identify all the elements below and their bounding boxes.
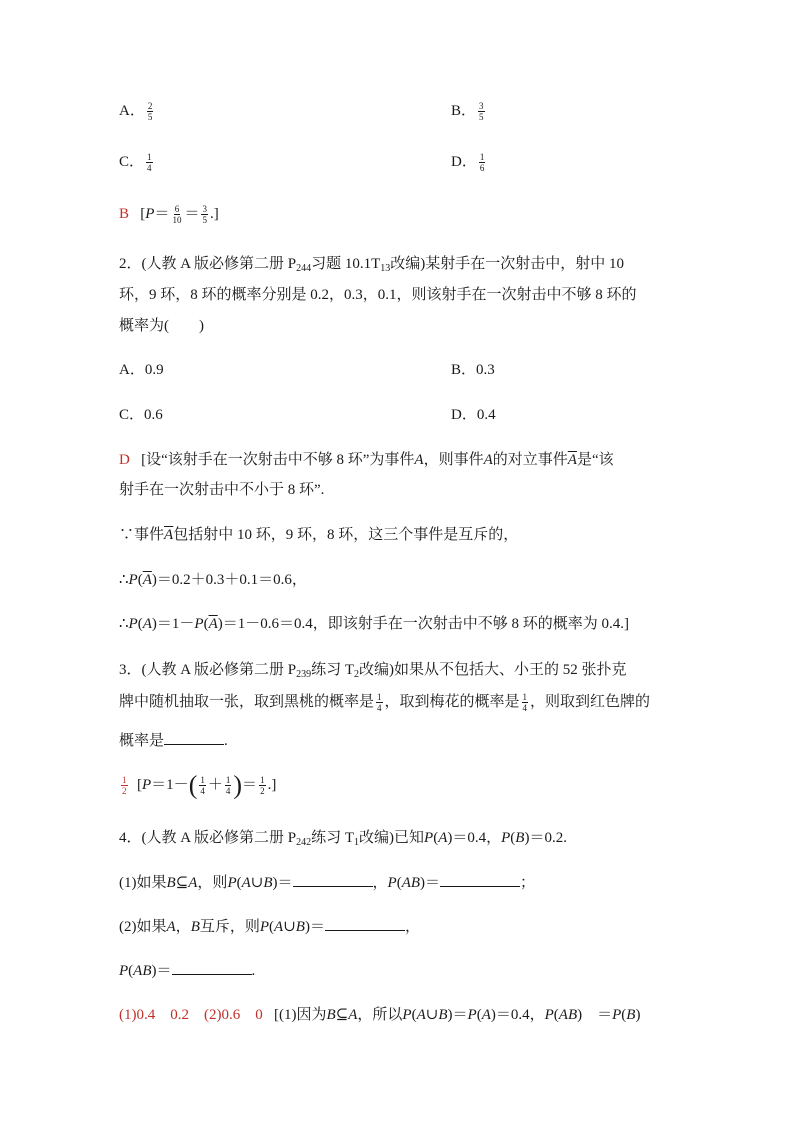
math-var: B [626, 1007, 636, 1023]
math-var: A [414, 452, 424, 468]
math-var-complement: $\overline{A}$ [142, 572, 152, 588]
text: ， [175, 919, 191, 935]
answer-blank [440, 872, 520, 887]
math-var: P [128, 616, 138, 632]
fraction [146, 152, 153, 173]
text: 改编)已知 [359, 830, 425, 846]
text: ，则 [197, 875, 228, 891]
right-paren: ) [233, 770, 243, 800]
q1-option-b [451, 101, 487, 122]
text: 改编)如果从不包括大、小王的 52 张扑克 [359, 662, 627, 678]
numerator: 3 [479, 101, 484, 112]
q1-answer [119, 204, 219, 225]
math-var-complement: $\overline{A}$ [164, 527, 174, 543]
math-var: B [190, 919, 200, 935]
text: . [224, 733, 228, 749]
text: )＝0.4， [490, 1007, 545, 1023]
fraction [259, 775, 266, 796]
math-var: P [145, 206, 155, 222]
math-var: A [416, 1007, 426, 1023]
math-var: AB [133, 963, 152, 979]
q2-option-d [451, 405, 496, 425]
text: )＝ [447, 1007, 468, 1023]
math-var: A [241, 875, 251, 891]
q2-option-c [119, 405, 163, 425]
math-var: P [612, 1007, 622, 1023]
text: ，取到梅花的概率是 [384, 694, 520, 710]
math-var: A [348, 1007, 358, 1023]
subscript: 2 [354, 669, 360, 680]
answer-text: (1)0.4 0.2 (2)0.6 0 [119, 1007, 263, 1023]
text: .] [267, 777, 277, 793]
subscript: 244 [296, 263, 312, 274]
math-var: P [194, 616, 204, 632]
numerator: 1 [122, 775, 127, 786]
text: )＝1－0.6＝0.4，即该射手在一次射击中不够 8 环的概率为 0.4.] [217, 616, 629, 632]
denominator: 4 [225, 786, 231, 797]
math-var: B [515, 830, 525, 846]
option-text: A．0.9 [119, 362, 164, 378]
numerator: 6 [174, 204, 180, 215]
q2-solution-line-1 [119, 450, 614, 470]
math-var: A [188, 875, 198, 891]
q3-solution [119, 770, 277, 800]
fraction [147, 101, 154, 122]
text: [(1)因为 [273, 1007, 327, 1023]
text: 射手在一次射击中不小于 8 环”. [119, 482, 325, 498]
text: ，所以 [357, 1007, 403, 1023]
q2-stem-line-1 [119, 254, 624, 279]
text: 概率为( ) [119, 318, 204, 334]
answer-letter: B [119, 206, 130, 222]
text: [ [140, 206, 146, 222]
math-var: P [128, 572, 138, 588]
text: 的对立事件 [492, 452, 568, 468]
q2-solution-line-3 [119, 525, 518, 545]
text: ＝ [154, 206, 170, 222]
text: ) ＝ [577, 1007, 613, 1023]
math-var: AB [401, 875, 421, 891]
option-label: B． [451, 103, 477, 119]
text: 牌中随机抽取一张，取到黑桃的概率是 [119, 694, 375, 710]
text: )＝ [304, 919, 325, 935]
text: ) [635, 1007, 641, 1023]
math-var: P [259, 919, 270, 935]
math-var: P [402, 1007, 412, 1023]
text: 4．(人教 A 版必修第二册 P [119, 830, 297, 846]
q4-part-1 [119, 872, 535, 893]
q2-option-b [451, 360, 495, 380]
text: 3．(人教 A 版必修第二册 P [119, 662, 297, 678]
left-paren: ( [188, 770, 198, 800]
text: )＝0.2＋0.3＋0.1＝0.6， [151, 572, 307, 588]
answer-blank [164, 730, 224, 745]
math-var: P [142, 777, 152, 793]
text: 改编)某射手在一次射击中，射中 10 [390, 256, 625, 272]
math-var: P [467, 1007, 477, 1023]
text: )＝ [420, 875, 441, 891]
option-text: C．0.6 [119, 407, 163, 423]
text: 练习 T [311, 830, 355, 846]
text: ⊆ [335, 1007, 349, 1023]
denominator: 5 [479, 112, 484, 123]
option-label: C． [119, 154, 145, 170]
math-var-complement: $\overline{A}$ [208, 616, 218, 632]
math-var: P [544, 1007, 554, 1023]
denominator: 10 [172, 215, 182, 226]
math-var: A [438, 830, 448, 846]
math-var: AB [558, 1007, 578, 1023]
math-var: P [501, 830, 511, 846]
math-var: B [166, 875, 176, 891]
text: . [251, 963, 256, 979]
q4-part-2-cont [119, 960, 255, 981]
text: ＝ [242, 777, 258, 793]
text: ( [203, 616, 209, 632]
text: ，则事件 [423, 452, 484, 468]
fraction [522, 692, 529, 713]
text: 互斥，则 [199, 919, 260, 935]
denominator: 6 [479, 163, 485, 174]
q3-stem-line-1 [119, 660, 627, 685]
math-var: B [263, 875, 273, 891]
math-var: B [326, 1007, 336, 1023]
fraction [171, 204, 182, 225]
text: ＋ [207, 777, 223, 793]
answer-blank [325, 916, 405, 931]
math-var: A [166, 919, 176, 935]
text: ∪ [250, 875, 264, 891]
subscript: 239 [296, 669, 312, 680]
answer-letter: D [119, 452, 130, 468]
text: 练习 T [311, 662, 355, 678]
text: ( [137, 616, 143, 632]
q2-stem-line-3 [119, 316, 204, 336]
text: ( [433, 830, 439, 846]
fraction [199, 775, 206, 796]
text: ( [236, 875, 242, 891]
text: .] [209, 206, 219, 222]
subscript: 1 [354, 837, 360, 848]
q1-option-a [119, 101, 155, 122]
subscript: 13 [380, 263, 391, 274]
text: ∪ [283, 919, 296, 935]
fraction [479, 152, 486, 173]
math-var-complement: $\overline{A}$ [567, 452, 577, 468]
text: ∴ [119, 616, 129, 632]
math-var: P [424, 830, 434, 846]
option-label: A． [119, 103, 145, 119]
math-var: B [295, 919, 305, 935]
text: )＝ [272, 875, 293, 891]
math-var: B [438, 1007, 448, 1023]
numerator: 1 [225, 775, 231, 786]
math-var: P [227, 875, 237, 891]
numerator: 1 [147, 152, 152, 163]
text: 是“该 [576, 452, 614, 468]
numerator: 1 [200, 775, 205, 786]
numerator: 1 [377, 692, 382, 703]
text: 2．(人教 A 版必修第二册 P [119, 256, 297, 272]
text: 概率是 [119, 733, 165, 749]
q3-stem-line-3 [119, 730, 228, 751]
q3-stem-line-2 [119, 692, 650, 713]
denominator: 2 [122, 786, 127, 797]
text: 环，9 环，8 环的概率分别是 0.2，0.3，0.1，则该射手在一次射击中不够 8 环的 [119, 287, 637, 303]
text: )＝0.2. [524, 830, 567, 846]
math-var: A [483, 452, 493, 468]
text: ( [476, 1007, 482, 1023]
math-var: A [274, 919, 284, 935]
text: ＝1－ [151, 777, 189, 793]
text: ， [372, 875, 388, 891]
q2-stem-line-2 [119, 285, 637, 305]
q4-solution [119, 1005, 640, 1025]
text: ∪ [425, 1007, 439, 1023]
denominator: 5 [202, 215, 207, 226]
denominator: 4 [200, 786, 205, 797]
numerator: 2 [147, 101, 153, 112]
text: [设“该射手在一次射击中不够 8 环”为事件 [141, 452, 415, 468]
math-var: A [481, 1007, 491, 1023]
text: ( [396, 875, 402, 891]
text: (1)如果 [119, 875, 167, 891]
text: )＝1－ [151, 616, 195, 632]
text: ， [404, 919, 420, 935]
denominator: 4 [522, 703, 528, 714]
option-text: B．0.3 [451, 362, 495, 378]
text: )＝ [151, 963, 172, 979]
answer-fraction [121, 775, 128, 796]
text: ⊆ [175, 875, 189, 891]
text: ( [411, 1007, 417, 1023]
text: 包括射中 10 环，9 环，8 环，这三个事件是互斥的， [173, 527, 519, 543]
numerator: 1 [479, 152, 485, 163]
text: ( [621, 1007, 627, 1023]
q1-option-d [451, 152, 487, 173]
numerator: 1 [522, 692, 528, 703]
q2-solution-line-2 [119, 480, 324, 500]
numerator: 3 [202, 204, 207, 215]
denominator: 4 [377, 703, 382, 714]
denominator: 5 [147, 112, 153, 123]
fraction [225, 775, 232, 796]
text: ∴ [119, 572, 129, 588]
text: ( [553, 1007, 559, 1023]
fraction [376, 692, 383, 713]
math-var: P [387, 875, 397, 891]
denominator: 4 [147, 163, 152, 174]
text: ( [128, 963, 134, 979]
q4-stem-line-1 [119, 828, 567, 853]
text: ( [510, 830, 516, 846]
text: ( [137, 572, 143, 588]
text: ( [269, 919, 275, 935]
q1-option-c [119, 152, 155, 173]
text: ∵事件 [119, 527, 165, 543]
q2-option-a [119, 360, 164, 380]
q4-part-2 [119, 916, 420, 937]
denominator: 2 [260, 786, 265, 797]
option-label: D． [451, 154, 477, 170]
text: 习题 10.1T [311, 256, 381, 272]
fraction [201, 204, 208, 225]
q2-solution-line-4 [119, 570, 307, 590]
text: ； [520, 875, 536, 891]
text: [ [137, 777, 142, 793]
numerator: 1 [260, 775, 265, 786]
answer-blank [293, 872, 373, 887]
text: ，则取到红色牌的 [530, 694, 651, 710]
text: ＝ [184, 206, 200, 222]
math-var: P [119, 963, 129, 979]
subscript: 242 [296, 837, 312, 848]
option-text: D．0.4 [451, 407, 496, 423]
fraction [478, 101, 485, 122]
q2-solution-line-5 [119, 614, 629, 634]
math-var: A [142, 616, 152, 632]
text: )＝0.4， [447, 830, 502, 846]
text: (2)如果 [119, 919, 167, 935]
answer-blank [172, 960, 252, 975]
